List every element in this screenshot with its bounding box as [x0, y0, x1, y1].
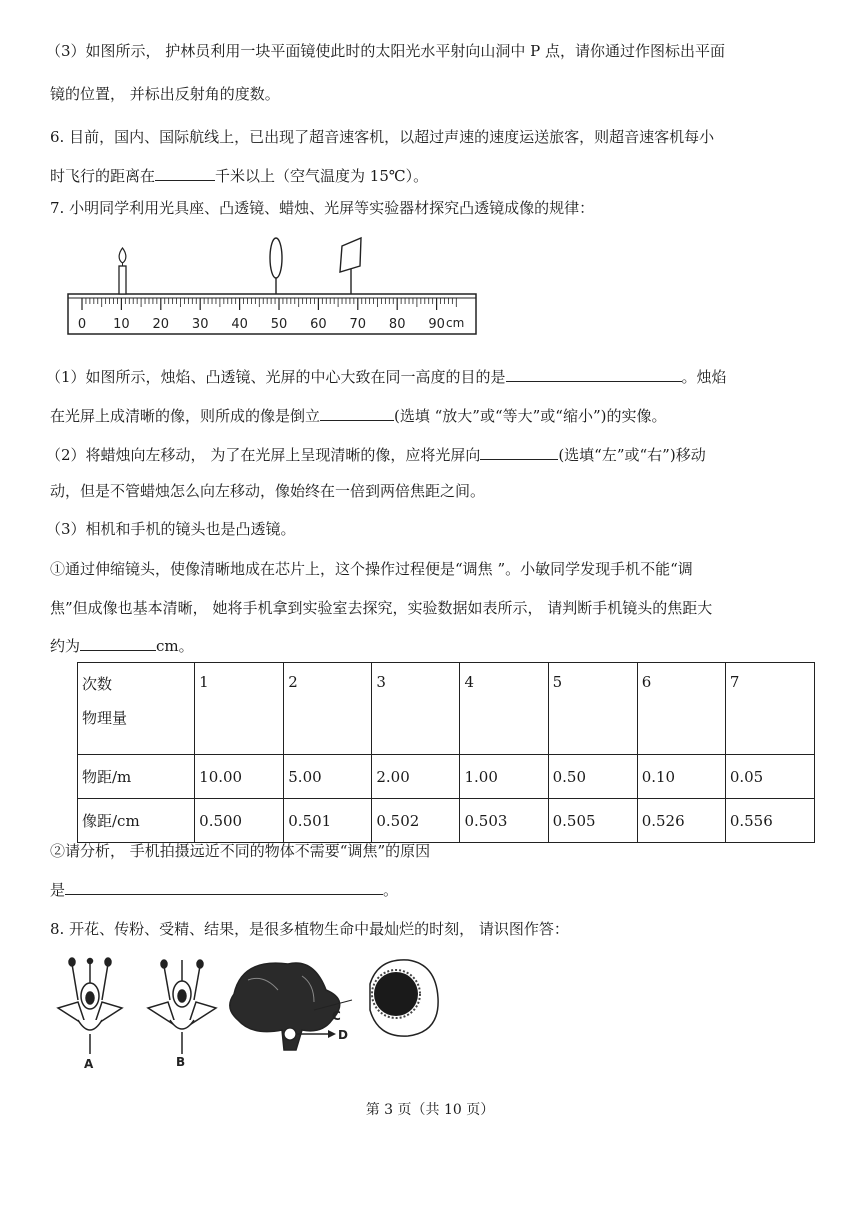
- table-cell: 5.00: [284, 755, 372, 799]
- table-row: [78, 799, 815, 843]
- fig-label-d: D: [338, 1028, 348, 1042]
- q7-focal-length-blank[interactable]: [80, 634, 156, 651]
- ruler-tick-label: 50: [270, 317, 288, 332]
- table-col-header: 7: [725, 663, 814, 755]
- ruler-tick-label: 90: [428, 317, 445, 332]
- q5-part3-line2: 镜的位置， 并标出反射角的度数。: [50, 85, 280, 103]
- q7-sub1-text-after: cm。: [156, 637, 194, 655]
- table-col-header: 5: [548, 663, 637, 755]
- q7-p1-answer-blank-1[interactable]: [506, 365, 682, 382]
- fig-label-c: C: [332, 1009, 341, 1023]
- q8-stem: 8. 开花、传粉、受精、结果，是很多植物生命中最灿烂的时刻， 请识图作答：: [50, 920, 569, 938]
- table-cell: 0.526: [637, 799, 725, 843]
- q7-sub2-text-before: 是: [50, 881, 66, 899]
- table-cell: 0.10: [637, 755, 725, 799]
- ruler-tick-label: 40: [231, 317, 248, 332]
- table-col-header: 6: [637, 663, 725, 755]
- table-cell: 0.502: [372, 799, 460, 843]
- ruler-tick-label: 30: [191, 317, 209, 332]
- q7-reason-blank[interactable]: [65, 878, 383, 895]
- ruler-unit-label: cm: [446, 316, 465, 330]
- q7-p2-answer-blank[interactable]: [480, 443, 558, 460]
- q7-p1-line1: [46, 365, 727, 388]
- flower-b: [148, 960, 216, 1054]
- table-col-header: 3: [372, 663, 460, 755]
- table-col-header: 4: [460, 663, 548, 755]
- table-header-row: [78, 663, 815, 755]
- table-cell: 0.05: [725, 755, 814, 799]
- table-row-label: 物距/m: [78, 755, 195, 799]
- q6-line1: 6. 目前，国内、国际航线上，已出现了超音速客机，以超过声速的速度运送旅客，则超音速客机每小: [50, 128, 715, 146]
- table-cell: 2.00: [372, 755, 460, 799]
- ruler-tick-label: 60: [310, 317, 327, 332]
- header-label-top: 次数: [82, 675, 113, 693]
- fig-label-b: B: [176, 1055, 186, 1069]
- table-cell: 0.500: [195, 799, 284, 843]
- data-table: [77, 662, 815, 843]
- table-cell: 10.00: [195, 755, 284, 799]
- ruler-tick-label: 80: [388, 317, 406, 332]
- q6-answer-blank[interactable]: [155, 164, 215, 181]
- q7-sub2-line1: ②请分析， 手机拍摄远近不同的物体不需要“调焦”的原因: [50, 842, 431, 860]
- candle: [119, 248, 126, 294]
- q7-sub1-text-before: 约为: [50, 637, 81, 655]
- convex-lens: [270, 238, 282, 294]
- q7-p1-answer-blank-2[interactable]: [320, 404, 394, 421]
- q7-p1-line2-after: (选填 “放大”或“等大”或“缩小”)的实像。: [394, 407, 667, 425]
- table-cell: 0.503: [460, 799, 548, 843]
- fig-label-a: A: [84, 1057, 94, 1071]
- table-cell: 0.50: [548, 755, 637, 799]
- flower-a: [58, 958, 122, 1054]
- fruit: [370, 960, 438, 1036]
- q7-p1-text-before: （1）如图所示，烛焰、凸透镜、光屏的中心大致在同一高度的目的是: [46, 368, 506, 386]
- flower-figure: [52, 950, 442, 1072]
- header-label-bottom: 物理量: [82, 709, 128, 727]
- q7-sub1-line3: [50, 634, 194, 657]
- q7-p3: （3）相机和手机的镜头也是凸透镜。: [46, 520, 296, 538]
- light-screen: [340, 238, 361, 294]
- table-cell: 0.501: [284, 799, 372, 843]
- q7-p2-text-before: （2）将蜡烛向左移动， 为了在光屏上呈现清晰的像，应将光屏向: [46, 446, 481, 464]
- ruler-tick-label: 10: [113, 317, 130, 332]
- q5-part3-line1: （3）如图所示， 护林员利用一块平面镜使此时的太阳光水平射向山洞中 P 点，请你通过作图标出平面: [46, 42, 725, 60]
- ruler-tick-label: 20: [152, 317, 170, 332]
- q6-text-after: 千米以上（空气温度为 15℃）。: [215, 167, 429, 185]
- q7-p2-text-after: (选填“左”或“右”)移动: [558, 446, 706, 464]
- table-row-label: 像距/cm: [78, 799, 195, 843]
- table-cell: 0.505: [548, 799, 637, 843]
- q7-sub1-line2: 焦”但成像也基本清晰， 她将手机拿到实验室去探究，实验数据如表所示， 请判断手机镜头的焦距大: [50, 599, 713, 617]
- table-cell: 1.00: [460, 755, 548, 799]
- table-col-header: 2: [284, 663, 372, 755]
- page-footer: 第 3 页（共 10 页）: [365, 1102, 495, 1118]
- q7-p1-line2: [50, 404, 667, 427]
- table-col-header: 1: [195, 663, 284, 755]
- optical-bench-figure: [66, 232, 480, 340]
- q7-p2-line2: 动，但是不管蜡烛怎么向左移动，像始终在一倍到两倍焦距之间。: [50, 482, 486, 500]
- ruler-tick-label: 0: [77, 317, 87, 332]
- q7-p1-text-after: 。烛焰: [681, 368, 727, 386]
- table-cell: 0.556: [725, 799, 814, 843]
- flower-cross-section: [230, 963, 352, 1050]
- q6-text-before: 时飞行的距离在: [50, 167, 156, 185]
- q7-p2-line1: [46, 443, 706, 466]
- q7-p1-line2-before: 在光屏上成清晰的像，则所成的像是倒立: [50, 407, 321, 425]
- table-row: [78, 755, 815, 799]
- q6-line2: [50, 164, 428, 187]
- q7-sub2-line2: [50, 878, 398, 901]
- q7-sub2-text-after: 。: [383, 881, 399, 899]
- ruler-tick-label: 70: [349, 317, 367, 332]
- q7-stem: 7. 小明同学利用光具座、凸透镜、蜡烛、光屏等实验器材探究凸透镜成像的规律：: [50, 199, 595, 217]
- table-header-label: [78, 663, 195, 755]
- q7-sub1-line1: ①通过伸缩镜头，使像清晰地成在芯片上，这个操作过程便是“调焦 ”。小敏同学发现手机不能“调: [50, 560, 693, 578]
